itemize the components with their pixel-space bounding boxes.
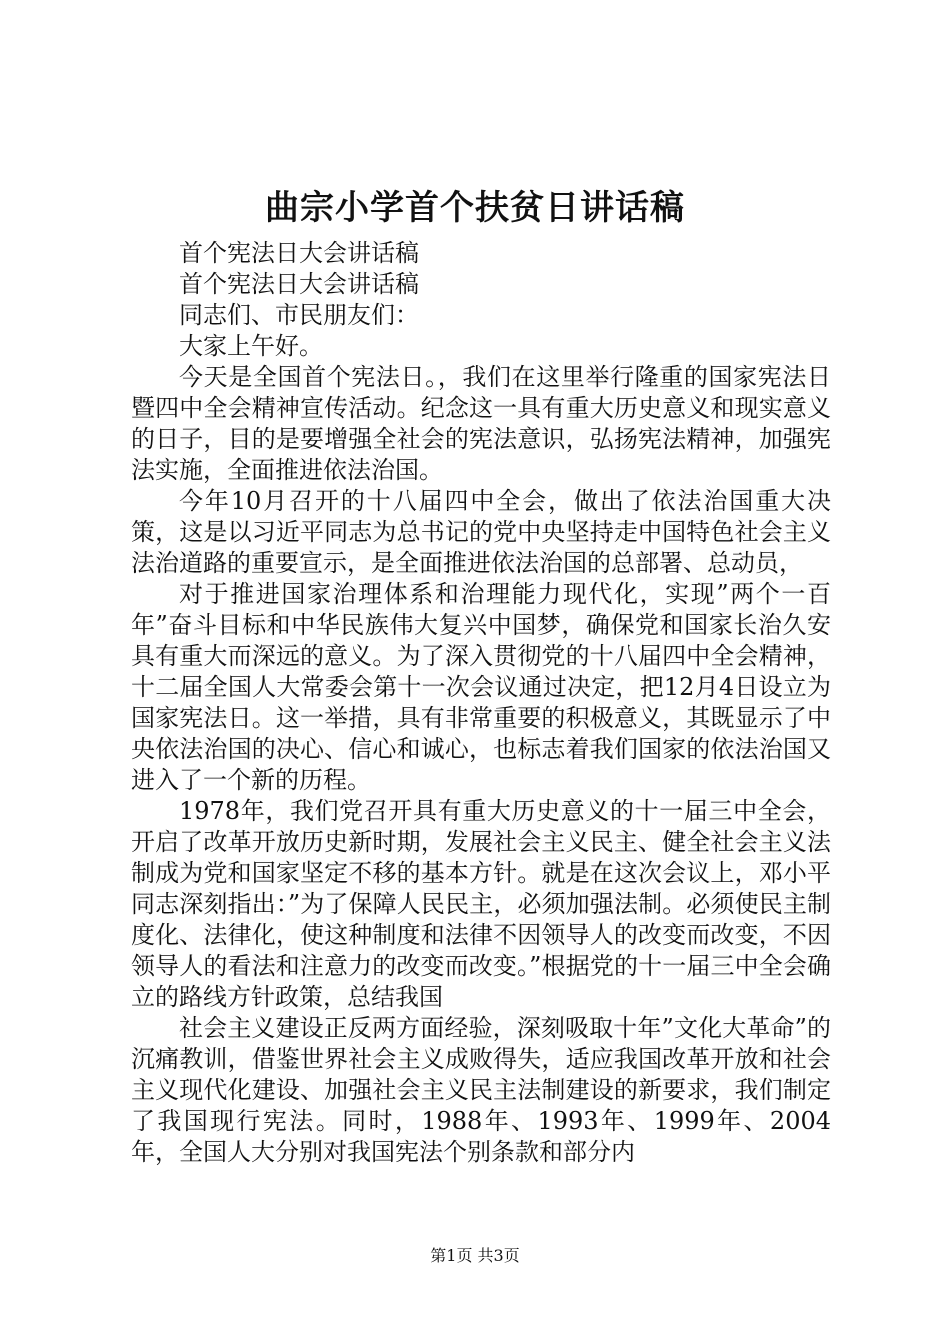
document-title: 曲宗小学首个扶贫日讲话稿 <box>265 188 685 228</box>
paragraph: 首个宪法日大会讲话稿 <box>179 239 419 267</box>
paragraph: 今天是全国首个宪法日。，我们在这里举行隆重的国家宪法日暨四中全会精神宣传活动。纪念这一具有重大历史意义和现实意义的日子，目的是要增强全社会的宪法意识，弘扬宪法精神，加强宪法实施，全面推进依法治国。 <box>131 363 831 484</box>
paragraph: 首个宪法日大会讲话稿 <box>179 270 419 298</box>
paragraph: 1978年，我们党召开具有重大历史意义的十一届三中全会，开启了改革开放历史新时期，发展社会主义民主、健全社会主义法制成为党和国家坚定不移的基本方针。就是在这次会议上，邓小平同志深刻指出：”为了保障人民民主，必须加强法制。必须使民主制度化、法律化，使这种制度和法律不因领导人的改变而改变，不因领导人的看法和注意力的改变而改变。”根据党的十一届三中全会确立的路线方针政策，总结我国 <box>131 797 831 1011</box>
paragraph: 同志们、市民朋友们： <box>179 301 419 329</box>
paragraph: 对于推进国家治理体系和治理能力现代化，实现”两个一百年”奋斗目标和中华民族伟大复兴中国梦，确保党和国家长治久安具有重大而深远的意义。为了深入贯彻党的十八届四中全会精神，十二届全国人大常委会第十一次会议通过决定，把12月4日设立为国家宪法日。这一举措，具有非常重要的积极意义，其既显示了中央依法治国的决心、信心和诚心，也标志着我们国家的依法治国又进入了一个新的历程。 <box>131 580 831 794</box>
paragraph: 社会主义建设正反两方面经验，深刻吸取十年”文化大革命”的沉痛教训，借鉴世界社会主义成败得失，适应我国改革开放和社会主义现代化建设、加强社会主义民主法制建设的新要求，我们制定了我国现行宪法。同时，1988年、1993年、1999年、2004年，全国人大分别对我国宪法个别条款和部分内 <box>131 1014 831 1166</box>
document-body <box>131 238 831 1168</box>
page-footer: 第1页 共3页 <box>430 1246 520 1265</box>
paragraph: 大家上午好。 <box>179 332 323 360</box>
paragraph: 今年10月召开的十八届四中全会，做出了依法治国重大决策，这是以习近平同志为总书记的党中央坚持走中国特色社会主义法治道路的重要宣示，是全面推进依法治国的总部署、总动员， <box>131 487 831 577</box>
